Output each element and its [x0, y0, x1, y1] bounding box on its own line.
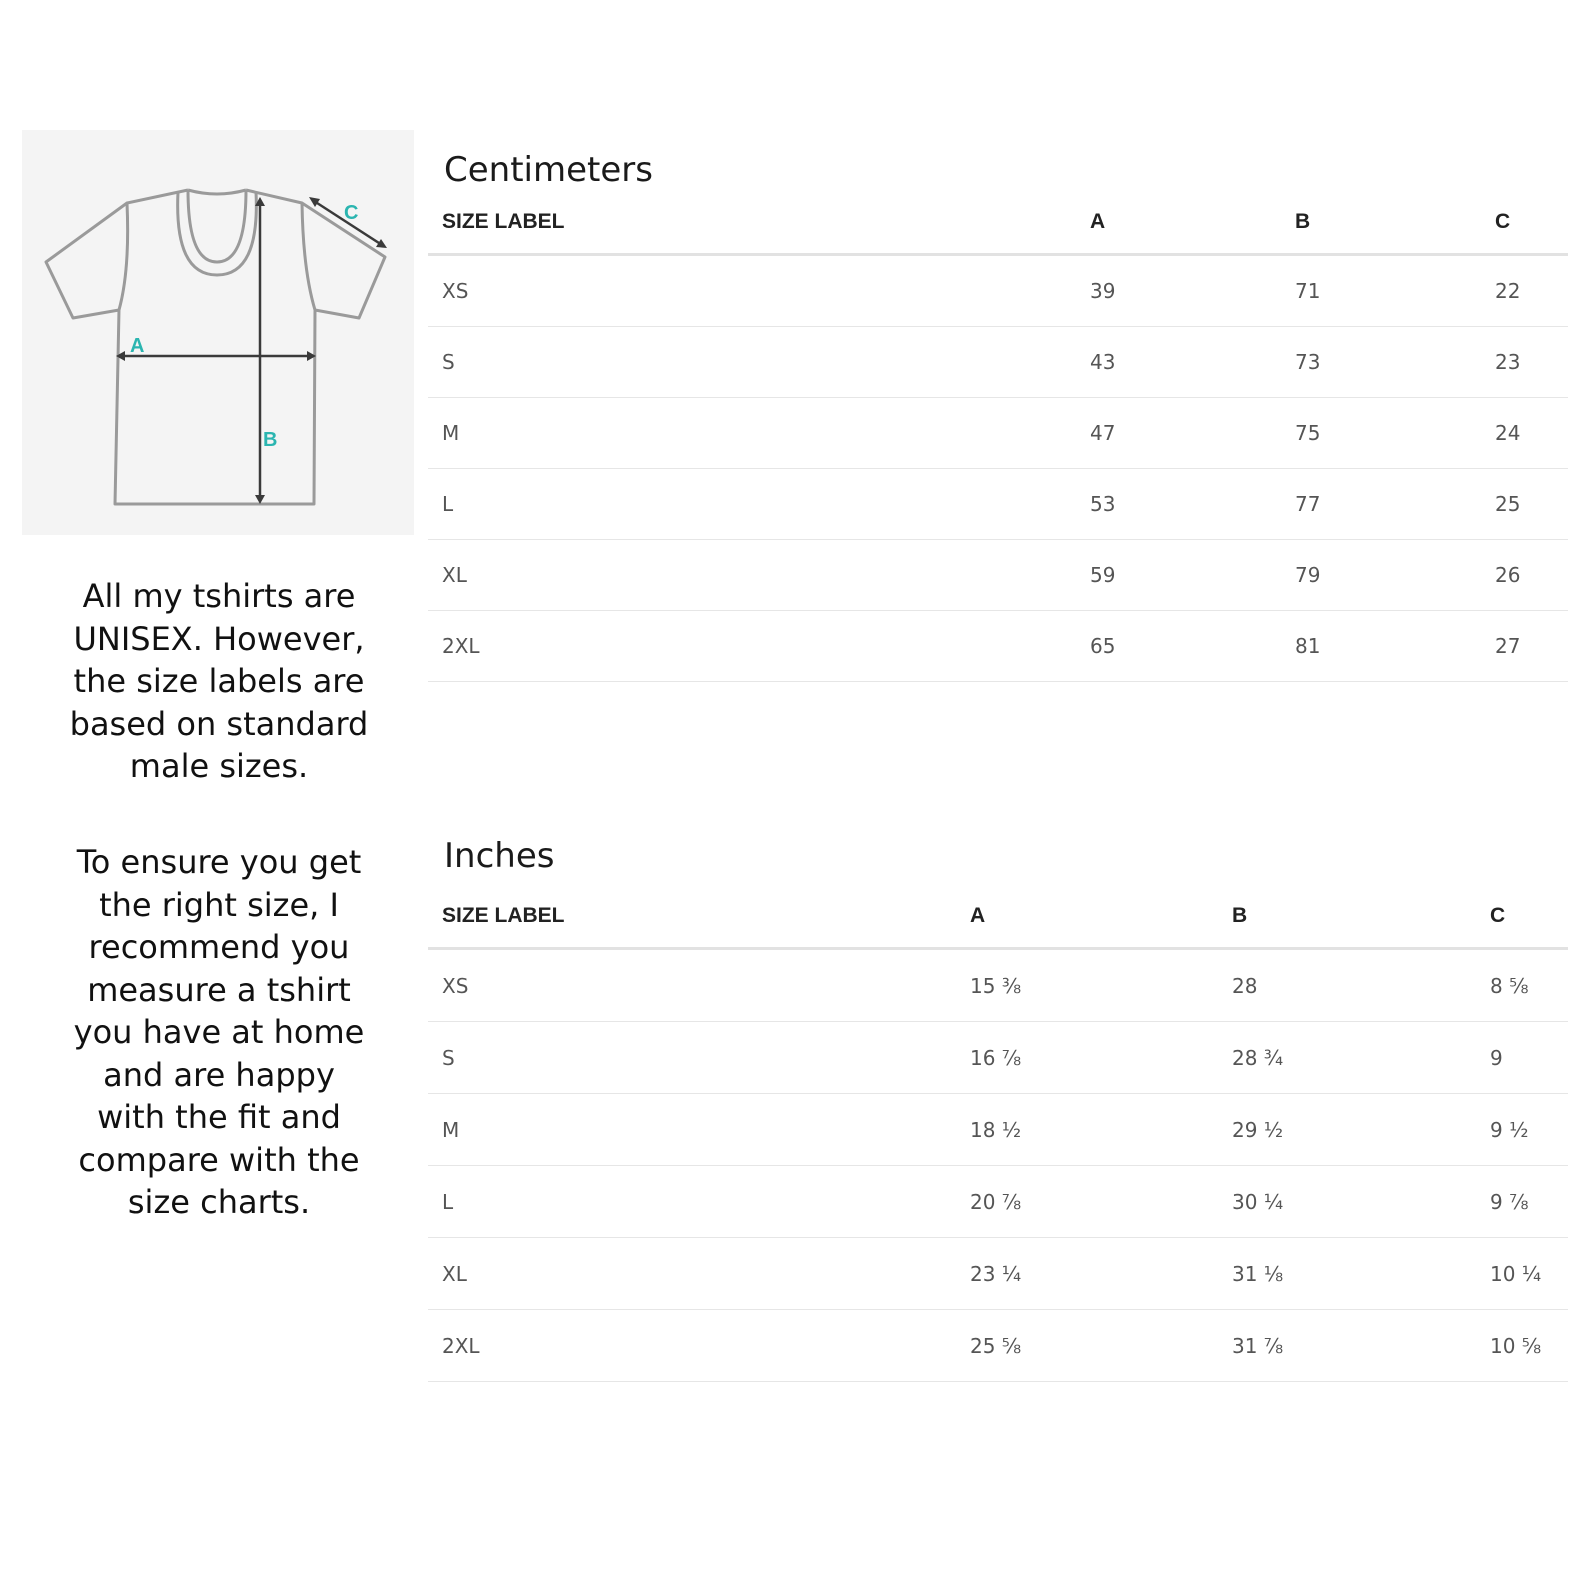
- tshirt-measurement-diagram: [22, 130, 414, 535]
- b-cell: 31 ⅛: [1218, 1238, 1476, 1310]
- size-cell: XS: [428, 255, 1076, 327]
- c-cell: 23: [1481, 327, 1568, 398]
- c-cell: 9 ½: [1476, 1094, 1568, 1166]
- table-row: [428, 469, 1568, 540]
- a-cell: 47: [1076, 398, 1281, 469]
- column-header-size-label: SIZE LABEL: [428, 190, 1076, 255]
- c-cell: 26: [1481, 540, 1568, 611]
- b-cell: 71: [1281, 255, 1481, 327]
- size-cell: 2XL: [428, 1310, 956, 1382]
- table-header-row: [428, 884, 1568, 949]
- size-cell: L: [428, 469, 1076, 540]
- inches-size-table: [428, 884, 1568, 1382]
- column-header-b: B: [1218, 884, 1476, 949]
- a-cell: 18 ½: [956, 1094, 1218, 1166]
- table-row: [428, 1166, 1568, 1238]
- unisex-note: All my tshirts are UNISEX. However, the size labels are based on standard male sizes.: [69, 577, 369, 785]
- a-cell: 25 ⅝: [956, 1310, 1218, 1382]
- size-cell: M: [428, 398, 1076, 469]
- b-cell: 77: [1281, 469, 1481, 540]
- table-row: [428, 327, 1568, 398]
- label-c: C: [344, 202, 359, 224]
- table-row: [428, 1094, 1568, 1166]
- c-cell: 22: [1481, 255, 1568, 327]
- a-cell: 43: [1076, 327, 1281, 398]
- table-row: [428, 1238, 1568, 1310]
- table-row: [428, 540, 1568, 611]
- c-cell: 9: [1476, 1022, 1568, 1094]
- table-row: [428, 255, 1568, 327]
- table-row: [428, 398, 1568, 469]
- b-cell: 30 ¼: [1218, 1166, 1476, 1238]
- size-cell: XL: [428, 540, 1076, 611]
- b-cell: 28: [1218, 949, 1476, 1022]
- size-cell: S: [428, 1022, 956, 1094]
- a-cell: 20 ⅞: [956, 1166, 1218, 1238]
- label-b: B: [263, 429, 278, 451]
- fit-advice-note: To ensure you get the right size, I recommend you measure a tshirt you have at home and are happy with the fit and compare with the size charts.: [73, 843, 365, 1221]
- b-cell: 28 ¾: [1218, 1022, 1476, 1094]
- b-cell: 29 ½: [1218, 1094, 1476, 1166]
- a-cell: 23 ¼: [956, 1238, 1218, 1310]
- b-cell: 79: [1281, 540, 1481, 611]
- label-a: A: [130, 335, 145, 357]
- table-row: [428, 611, 1568, 682]
- size-cell: XL: [428, 1238, 956, 1310]
- b-cell: 75: [1281, 398, 1481, 469]
- size-cell: XS: [428, 949, 956, 1022]
- a-cell: 59: [1076, 540, 1281, 611]
- c-cell: 25: [1481, 469, 1568, 540]
- a-cell: 15 ⅜: [956, 949, 1218, 1022]
- c-cell: 10 ¼: [1476, 1238, 1568, 1310]
- column-header-a: A: [956, 884, 1218, 949]
- c-cell: 10 ⅝: [1476, 1310, 1568, 1382]
- b-cell: 81: [1281, 611, 1481, 682]
- table-row: [428, 949, 1568, 1022]
- a-cell: 65: [1076, 611, 1281, 682]
- c-cell: 8 ⅝: [1476, 949, 1568, 1022]
- a-cell: 39: [1076, 255, 1281, 327]
- column-header-size-label: SIZE LABEL: [428, 884, 956, 949]
- b-cell: 73: [1281, 327, 1481, 398]
- table-header-row: [428, 190, 1568, 255]
- a-cell: 16 ⅞: [956, 1022, 1218, 1094]
- column-header-c: C: [1476, 884, 1568, 949]
- c-cell: 24: [1481, 398, 1568, 469]
- size-cell: S: [428, 327, 1076, 398]
- inches-title: Inches: [444, 836, 555, 876]
- size-cell: M: [428, 1094, 956, 1166]
- column-header-c: C: [1481, 190, 1568, 255]
- c-cell: 9 ⅞: [1476, 1166, 1568, 1238]
- a-cell: 53: [1076, 469, 1281, 540]
- size-cell: 2XL: [428, 611, 1076, 682]
- centimeters-size-table: [428, 190, 1568, 682]
- table-row: [428, 1310, 1568, 1382]
- centimeters-title: Centimeters: [444, 150, 653, 190]
- tshirt-outline-icon: [22, 130, 414, 535]
- c-cell: 27: [1481, 611, 1568, 682]
- column-header-b: B: [1281, 190, 1481, 255]
- size-cell: L: [428, 1166, 956, 1238]
- b-cell: 31 ⅞: [1218, 1310, 1476, 1382]
- table-row: [428, 1022, 1568, 1094]
- column-header-a: A: [1076, 190, 1281, 255]
